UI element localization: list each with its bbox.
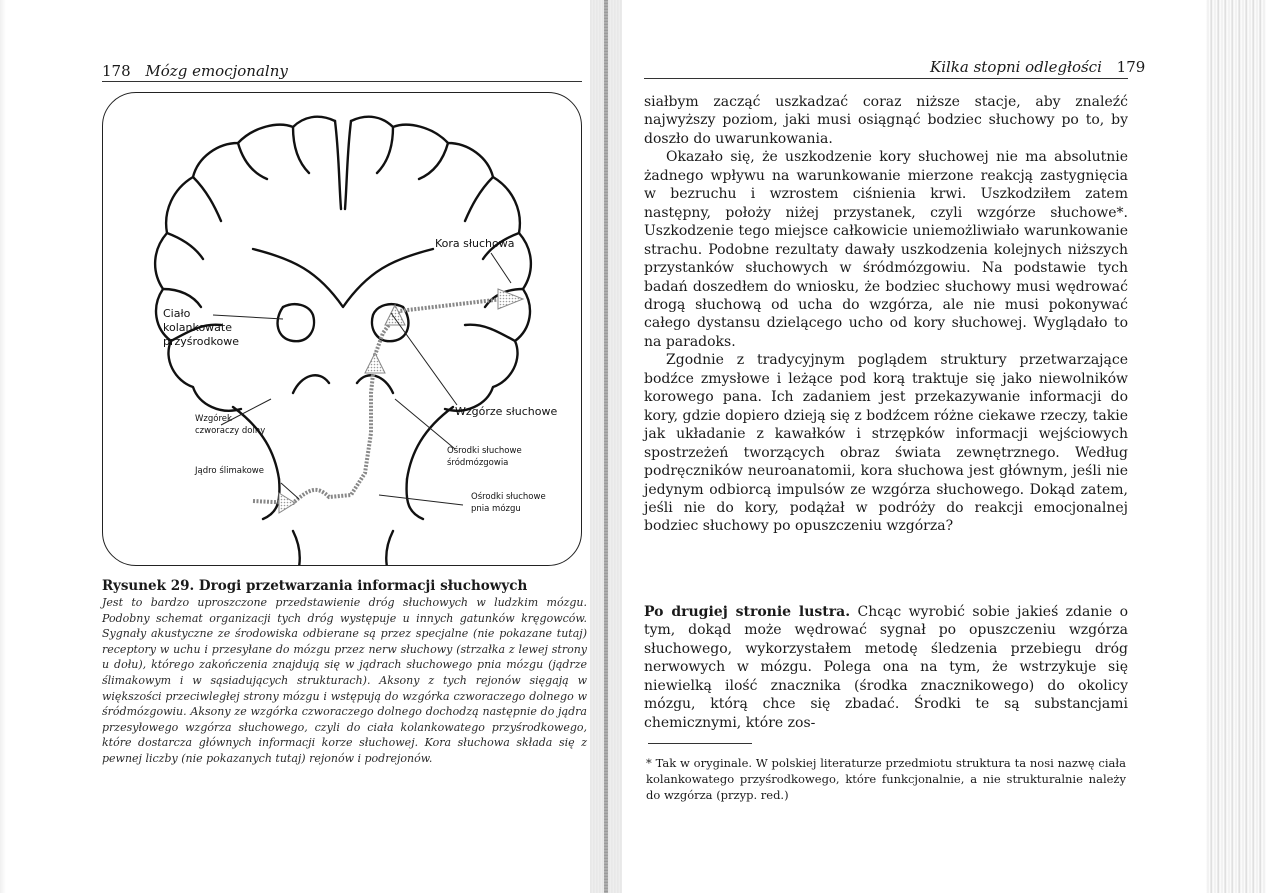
figure-caption bbox=[102, 578, 587, 767]
left-header-rule bbox=[102, 81, 582, 82]
left-running-title: Mózg emocjonalny bbox=[145, 62, 288, 80]
body-text-top bbox=[644, 93, 1128, 536]
body-text-section bbox=[644, 603, 1128, 732]
auditory-pathway-arrow bbox=[253, 299, 503, 503]
footnote: * Tak w oryginale. W polskiej literaturze przedmiotu struktura ta nosi nazwę ciała kolankowatego przyśrodkowego, które funkcjonalnie, a nie strukturalnie należy do wzgórza (przyp. red.) bbox=[646, 756, 1126, 802]
auditory-pathway-figure bbox=[102, 92, 582, 566]
page-edge-right bbox=[1206, 0, 1266, 893]
paragraph-1: siałbym zacząć uszkadzać coraz niższe stacje, aby znaleźć najwyższy poziom, jaki musi osiągnąć bodziec słuchowy po to, by doszło do uwarunkowania. bbox=[644, 94, 1128, 147]
paragraph-2: Okazało się, że uszkodzenie kory słuchowej nie ma absolutnie żadnego wpływu na warunkowanie mierzone reakcją zastygnięcia w bezruchu i wzrostem ciśnienia krwi. Uszkodziłem zatem następny, położy niżej przystanek, czyli wzgórze słuchowe*. Uszkodzenie tego miejsce całkowicie uniemożliwiało warunkowanie strachu. Podobne rezultaty dawały uszkodzenia kolejnych niższych przystanków słuchowych w śródmózgowiu. Na podstawie tych badań doszedłem do wniosku, że bodziec słuchowy musi wędrować drogą słuchową od ucha do wzgórza, ale nie musi pokonywać całego dystansu dzielącego ucho od kory słuchowej. Wyglądało to na paradoks. bbox=[644, 149, 1128, 350]
label-brainstem-centers: Ośrodki słuchowe pnia mózgu bbox=[471, 492, 546, 514]
label-medial-geniculate: Ciało kolankowate przyśrodkowe bbox=[163, 307, 239, 348]
label-cochlear-nucleus: Jądro ślimakowe bbox=[195, 466, 264, 476]
right-header-rule bbox=[644, 78, 1128, 79]
left-page-number: 178 bbox=[102, 62, 131, 80]
label-auditory-cortex: Kora słuchowa bbox=[435, 237, 515, 250]
caption-title: Rysunek 29. Drogi przetwarzania informacji słuchowych bbox=[102, 578, 528, 594]
left-page-header bbox=[102, 62, 288, 80]
label-inferior-colliculus: Wzgórek czworaczy dolny bbox=[195, 414, 266, 436]
section-text: Chcąc wyrobić sobie jakieś zdanie o tym, dokąd może wędrować sygnał po opuszczeniu wzgórza słuchowego, wykorzystałem metodę śledzenia przebiegu dróg nerwowych w mózgu. Polega ona na tym, że wstrzykuje się niewielką ilość znacznika (środka znacznikowego) do okolicy mózgu, którą chce się zbadać. Środki te są substancjami chemicznymi, które zos- bbox=[644, 604, 1128, 731]
section-lead: Po drugiej stronie lustra. bbox=[644, 604, 851, 620]
footnote-rule bbox=[648, 743, 752, 744]
right-page-number: 179 bbox=[1116, 58, 1146, 76]
page-edge-left bbox=[0, 0, 6, 893]
caption-body: Jest to bardzo uproszczone przedstawienie dróg słuchowych w ludzkim mózgu. Podobny schemat organizacji tych dróg występuje u innych gatunków kręgowców. Sygnały akustyczne ze środowiska odbierane są przez specjalne (nie pokazane tutaj) receptory w uchu i przesyłane do mózgu przez nerw słuchowy (strzałka z lewej strony u dołu), którego zakończenia znajdują się w jądrach słuchowego pnia mózgu (jądrze ślimakowym i w sąsiadujących strukturach). Aksony z tych rejonów sięgają w większości przeciwległej strony mózgu i wstępują do wzgórka czworaczego dolnego w śródmózgowiu. Aksony ze wzgórka czworaczego dolnego dochodzą następnie do jądra przesyłowego wzgórza słuchowego, czyli do ciała kolankowatego przyśrodkowego, które dostarcza głównych informacji korze słuchowej. Kora słuchowa składa się z pewnej liczby (nie pokazanych tutaj) rejonów i podrejonów. bbox=[102, 596, 587, 765]
right-running-title: Kilka stopni odległości bbox=[930, 58, 1102, 76]
book-gutter bbox=[604, 0, 608, 893]
label-midbrain-centers: Ośrodki słuchowe śródmózgowia bbox=[447, 446, 522, 468]
right-page-header bbox=[930, 58, 1145, 76]
paragraph-3: Zgodnie z tradycyjnym poglądem struktury przetwarzające bodźce zmysłowe i leżące pod korą traktuje się jako niewolników korowego pana. Ich zadaniem jest przekazywanie informacji do kory, gdzie dopiero dzieją się z bodźcem różne ciekawe rzeczy, takie jak układanie z kawałków i strzępków informacji wejściowych spostrzeżeń tworzących obraz świata zewnętrznego. Według podręczników neuroanatomii, kora słuchowa jest głównym, jeśli nie jedynym odbiorcą impulsów ze wzgórza słuchowego. Dokąd zatem, jeśli nie do kory, podążał w podróży do reakcji emocjonalnej bodziec słuchowy po opuszczeniu wzgórza? bbox=[644, 352, 1128, 535]
thalamus-left bbox=[278, 304, 314, 341]
label-auditory-thalamus: Wzgórze słuchowe bbox=[455, 405, 558, 418]
